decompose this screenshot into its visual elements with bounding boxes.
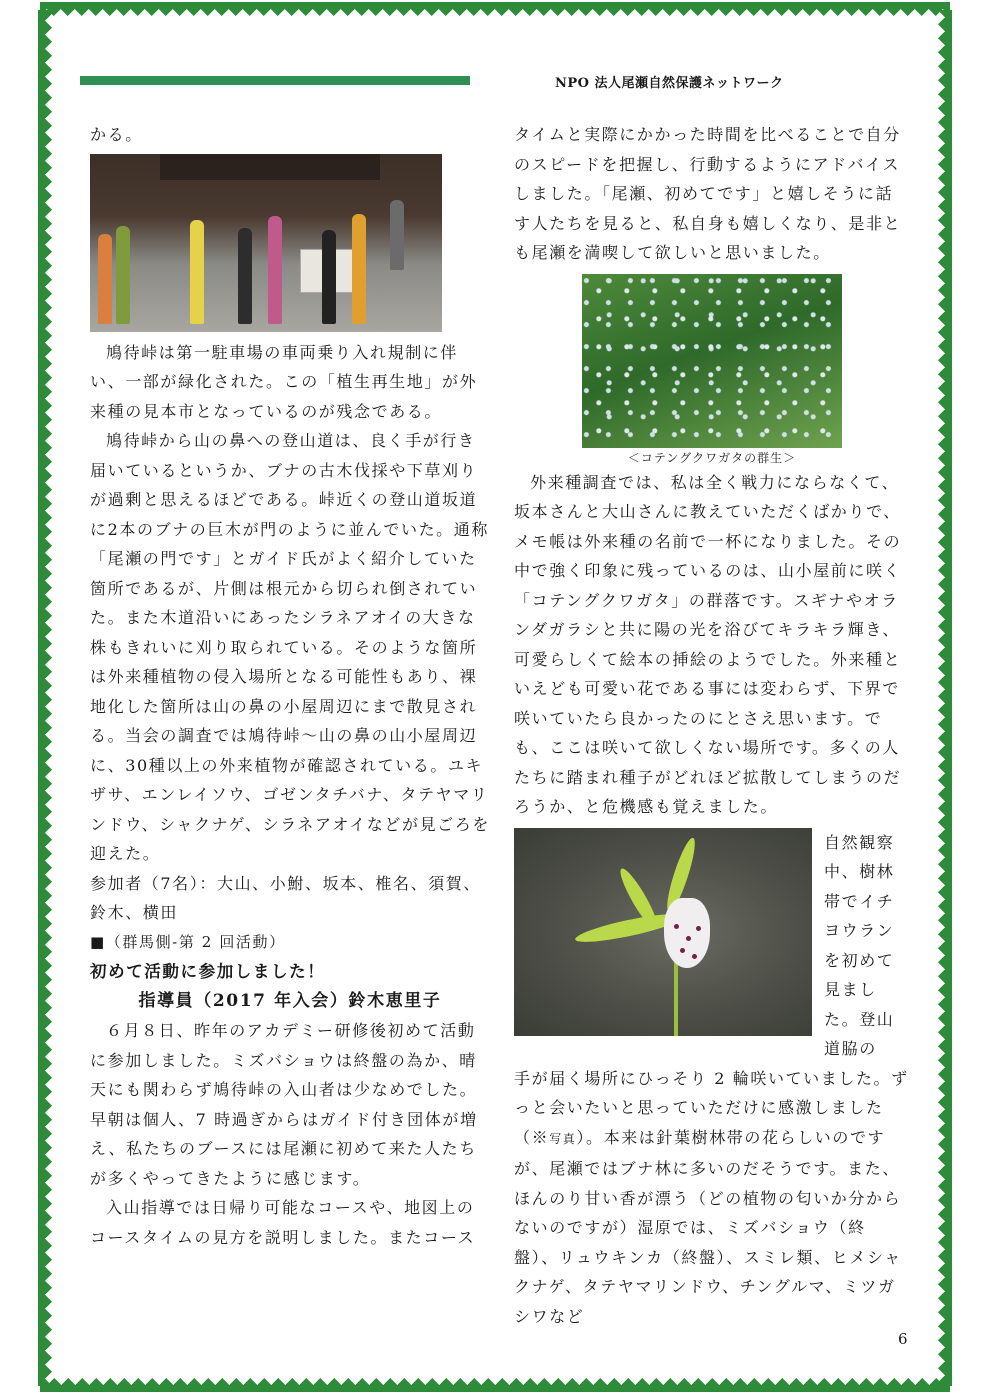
ichiyouran-photo [514, 828, 812, 1036]
right-paragraph-2: 外来種調査では、私は全く戦力にならなくて、坂本さんと大山さんに教えていただくばかりで、メモ帳は外来種の名前で一杯になりました。その中で強く印象に残っているのは、山小屋前に咲く「コテングクワガタ」の群落です。スギナやオランダガラシと共に陽の光を浴びてキラキラ輝き、可愛らしくて絵本の挿絵のようでした。外来種といえども可愛い花である事には変わらず、下界で咲いていたら良かったのにとさえ思います。でも、ここは咲いて欲しくない場所です。多くの人たちに踏まれ種子がどれほど拡散してしまうのだろうか、と危機感も覚えました。 [514, 472, 902, 816]
left-paragraph-3: ６月８日、昨年のアカデミー研修後初めて活動に参加しました。ミズバショウは終盤の為か、晴天にも関わらず鳩待峠の入山者は少なめでした。早朝は個人、7 時過ぎからはガイド付き団体が増え、私たちのブースには尾瀬に初めて来た人たちが多くやってきたように感じます。 [90, 1021, 478, 1188]
left-paragraph-1: 鳩待峠は第一駐車場の車両乗り入れ規制に伴い、一部が緑化された。この「植生再生地」が外来種の見本市となっているのが残念である。 [90, 342, 478, 421]
right-paragraph-1: タイムと実際にかかった時間を比べることで自分のスピードを把握し、行動するようにアドバイスしました。「尾瀬、初めてです」と嬉しそうに話す人たちを見ると、私自身も嬉しくなり、是非とも尾瀬を満喫して欲しいと思いました。 [514, 125, 902, 262]
right-paragraph-3b: ）。本来は針葉樹林帯の花らしいのですが、尾瀬ではブナ林に多いのだそうです。また、ほんのり甘い香が漂う（どの植物の匂いか分からないのですが）湿原では、ミズバショウ（終盤）、リュウキンカ（終盤）、スミレ類、ヒメシャクナゲ、タテヤマリンドウ、チングルマ、ミツガシワなど [514, 1127, 902, 1326]
photo-caption: ＜コテングクワガタの群生＞ [627, 450, 797, 465]
decorative-border-right [938, 10, 952, 1386]
orchid-side-text: 自然観察中、樹林帯でイチヨウランを初めて見ました。登山道脇の [824, 832, 895, 1058]
left-column [90, 120, 490, 1252]
photo-note: 写真 [549, 1131, 577, 1146]
header-org-title: NPO 法人尾瀬自然保護ネットワーク [555, 76, 784, 91]
kotengukuwagata-photo [582, 274, 842, 448]
section-title: 初めて活動に参加しました！ [90, 962, 326, 981]
section-author: 指導員（2017 年入会）鈴木恵里子 [138, 990, 442, 1011]
page-number: 6 [898, 1330, 908, 1348]
decorative-border-bottom [40, 1378, 950, 1392]
left-paragraph-2: 鳩待峠から山の鼻への登山道は、良く手が行き届いているというか、ブナの古木伐採や下草刈りが過剰と思えるほどである。峠近くの登山道坂道に2本のブナの巨木が門のように並んでいた。通称「尾瀬の門です」とガイド氏がよく紹介していた箇所であるが、片側は根元から切られ倒されていた。また木道沿いにあったシラネアオイの大きな株もきれいに刈り取られている。そのような箇所は外来種植物の侵入場所となる可能性もあり、裸地化した箇所は山の鼻の小屋周辺にまで散見される。当会の調査では鳩待峠～山の鼻の山小屋周辺に、30種以上の外来植物が確認されている。ユキザサ、エンレイソウ、ゴゼンタチバナ、タテヤマリンドウ、シャクナゲ、シラネアオイなどが見ごろを迎えた。 [90, 431, 491, 863]
participants-line: 参加者（7名）：大山、小鮒、坂本、椎名、須賀、鈴木、横田 [90, 873, 481, 922]
decorative-border-left [38, 10, 52, 1386]
left-paragraph-0: かる。 [90, 125, 143, 144]
header-bar [80, 76, 470, 85]
section-mark: ■（群馬側-第 2 回活動） [90, 932, 286, 951]
orchid-block [514, 828, 910, 1064]
decorative-border-top [40, 2, 950, 16]
right-paragraph-3 [514, 1064, 910, 1332]
right-paragraph-3a: 手が届く場所にひっそり 2 輪咲いていました。ずっと会いたいと思っていただけに感激しました（※ [514, 1068, 909, 1147]
left-paragraph-4: 入山指導では日帰り可能なコースや、地図上のコースタイムの見方を説明しました。またコース [90, 1198, 476, 1247]
visitors-photo [90, 154, 442, 332]
right-column [514, 120, 910, 1331]
